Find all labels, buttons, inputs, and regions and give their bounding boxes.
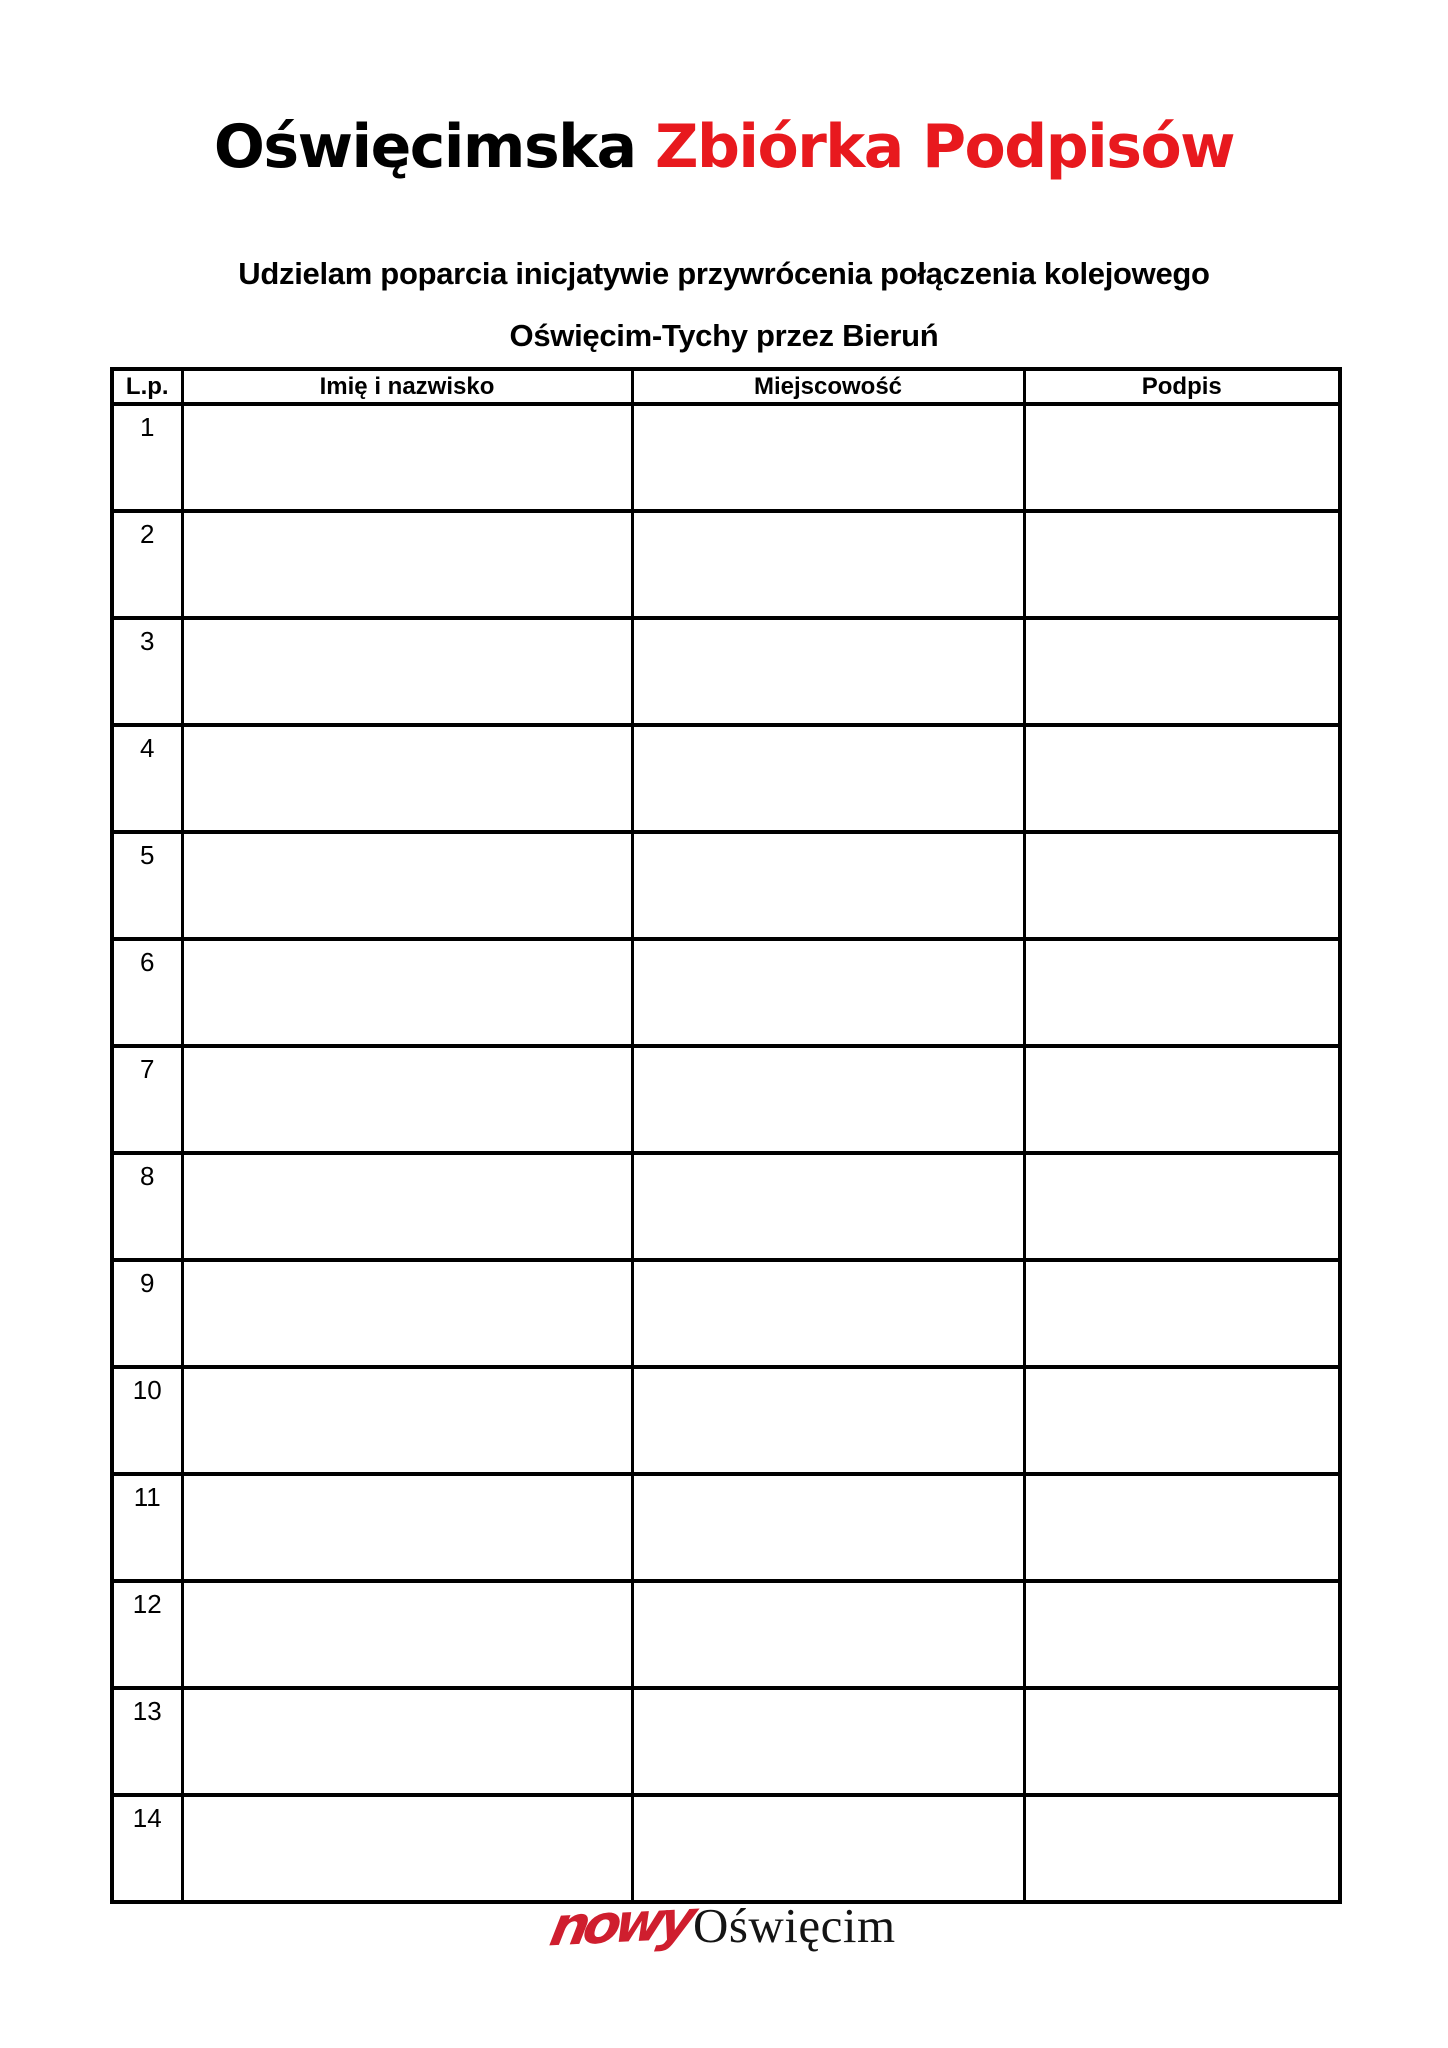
table-row — [112, 1688, 1340, 1795]
table-body — [112, 404, 1340, 1902]
city-cell[interactable] — [632, 1153, 1024, 1260]
row-number-cell: 7 — [112, 1046, 182, 1153]
signature-cell[interactable] — [1024, 1795, 1340, 1902]
subtitle — [0, 243, 1448, 367]
table-row — [112, 1795, 1340, 1902]
name-cell[interactable] — [182, 1046, 632, 1153]
signature-table — [110, 367, 1342, 1904]
col-header-name: Imię i nazwisko — [182, 369, 632, 404]
row-number-cell: 5 — [112, 832, 182, 939]
table-row — [112, 511, 1340, 618]
name-cell[interactable] — [182, 1260, 632, 1367]
table-row — [112, 618, 1340, 725]
footer-logo — [0, 1888, 1448, 1959]
signature-cell[interactable] — [1024, 1046, 1340, 1153]
city-cell[interactable] — [632, 1260, 1024, 1367]
table-row — [112, 1367, 1340, 1474]
city-cell[interactable] — [632, 511, 1024, 618]
name-cell[interactable] — [182, 1795, 632, 1902]
table-row — [112, 725, 1340, 832]
city-cell[interactable] — [632, 939, 1024, 1046]
signature-cell[interactable] — [1024, 511, 1340, 618]
table-row — [112, 832, 1340, 939]
title-red-part: Zbiórka Podpisów — [654, 112, 1235, 183]
col-header-lp: L.p. — [112, 369, 182, 404]
city-cell[interactable] — [632, 1474, 1024, 1581]
name-cell[interactable] — [182, 1688, 632, 1795]
subtitle-line-1: Udzielam poparcia inicjatywie przywrócenia połączenia kolejowego — [238, 256, 1210, 291]
row-number-cell: 8 — [112, 1153, 182, 1260]
logo-oswiecim: Oświęcim — [692, 1898, 896, 1953]
signature-cell[interactable] — [1024, 725, 1340, 832]
signature-cell[interactable] — [1024, 1581, 1340, 1688]
city-cell[interactable] — [632, 1795, 1024, 1902]
city-cell[interactable] — [632, 832, 1024, 939]
col-header-signature: Podpis — [1024, 369, 1340, 404]
signature-cell[interactable] — [1024, 939, 1340, 1046]
row-number-cell: 11 — [112, 1474, 182, 1581]
name-cell[interactable] — [182, 1474, 632, 1581]
city-cell[interactable] — [632, 1688, 1024, 1795]
table-header-row — [112, 369, 1340, 404]
name-cell[interactable] — [182, 511, 632, 618]
signature-cell[interactable] — [1024, 1153, 1340, 1260]
row-number-cell: 4 — [112, 725, 182, 832]
row-number-cell: 6 — [112, 939, 182, 1046]
row-number-cell: 3 — [112, 618, 182, 725]
name-cell[interactable] — [182, 404, 632, 511]
signature-cell[interactable] — [1024, 1474, 1340, 1581]
col-header-city: Miejscowość — [632, 369, 1024, 404]
name-cell[interactable] — [182, 725, 632, 832]
city-cell[interactable] — [632, 725, 1024, 832]
table-row — [112, 1153, 1340, 1260]
signature-cell[interactable] — [1024, 1688, 1340, 1795]
row-number-cell: 1 — [112, 404, 182, 511]
row-number-cell: 10 — [112, 1367, 182, 1474]
title-black-part: Oświęcimska — [213, 112, 636, 183]
city-cell[interactable] — [632, 404, 1024, 511]
signature-cell[interactable] — [1024, 1367, 1340, 1474]
name-cell[interactable] — [182, 1153, 632, 1260]
row-number-cell: 2 — [112, 511, 182, 618]
signature-cell[interactable] — [1024, 404, 1340, 511]
signature-cell[interactable] — [1024, 618, 1340, 725]
table-row — [112, 404, 1340, 511]
signature-cell[interactable] — [1024, 832, 1340, 939]
city-cell[interactable] — [632, 1581, 1024, 1688]
name-cell[interactable] — [182, 939, 632, 1046]
name-cell[interactable] — [182, 1581, 632, 1688]
table-row — [112, 1581, 1340, 1688]
row-number-cell: 9 — [112, 1260, 182, 1367]
name-cell[interactable] — [182, 618, 632, 725]
table-row — [112, 1474, 1340, 1581]
table-row — [112, 1260, 1340, 1367]
page-title — [0, 102, 1448, 192]
row-number-cell: 14 — [112, 1795, 182, 1902]
table-row — [112, 939, 1340, 1046]
name-cell[interactable] — [182, 832, 632, 939]
signature-cell[interactable] — [1024, 1260, 1340, 1367]
table-row — [112, 1046, 1340, 1153]
city-cell[interactable] — [632, 1046, 1024, 1153]
logo-nowy: nowy — [545, 1888, 696, 1959]
row-number-cell: 12 — [112, 1581, 182, 1688]
name-cell[interactable] — [182, 1367, 632, 1474]
subtitle-line-2: Oświęcim-Tychy przez Bieruń — [509, 318, 939, 353]
city-cell[interactable] — [632, 618, 1024, 725]
row-number-cell: 13 — [112, 1688, 182, 1795]
city-cell[interactable] — [632, 1367, 1024, 1474]
